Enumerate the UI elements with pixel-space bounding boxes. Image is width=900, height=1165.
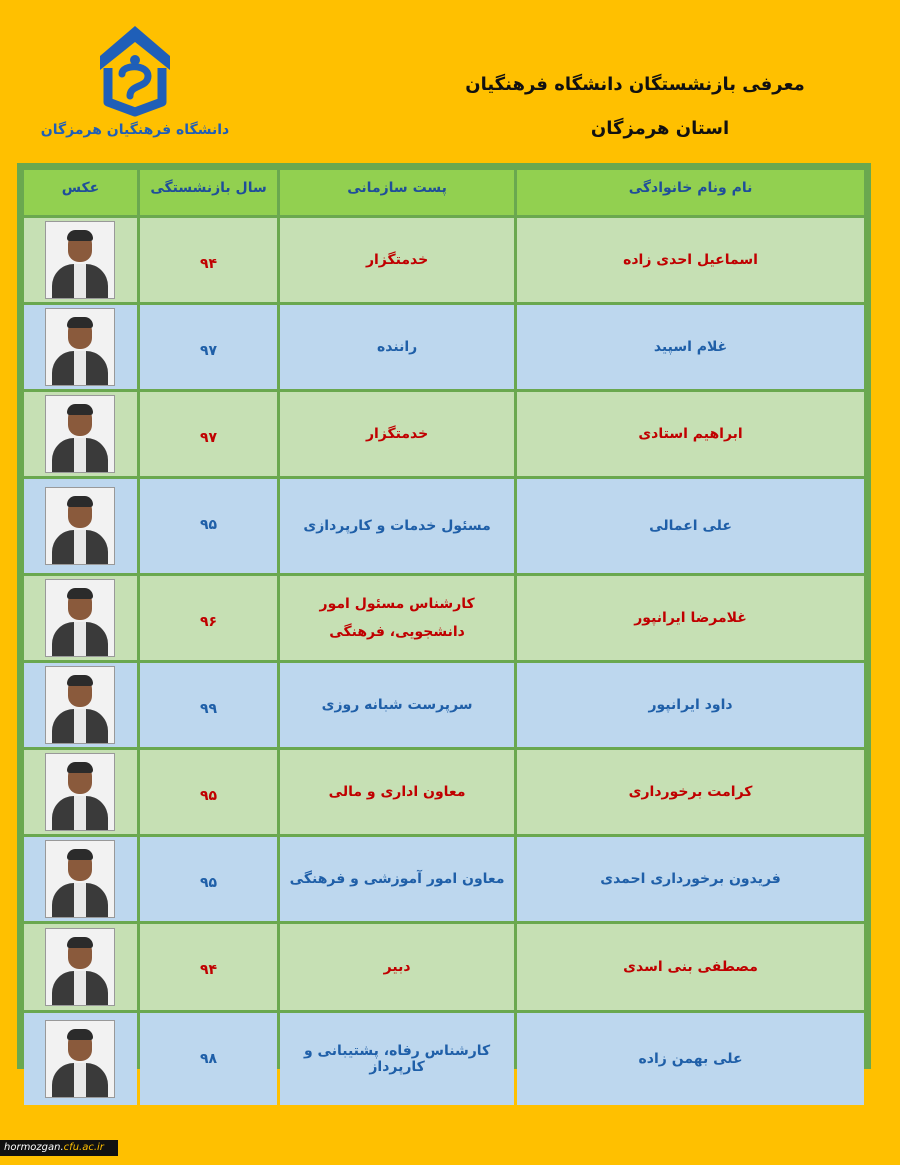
table-row [24, 218, 864, 302]
cell-photo [24, 392, 137, 476]
cell-post: خدمتگزار [280, 218, 514, 302]
cell-post: کارشناس رفاه، پشتیبانی و کارپرداز [280, 1013, 514, 1105]
cell-name: ابراهیم استادی [517, 392, 864, 476]
cell-year: ۹۷ [140, 392, 277, 476]
cell-post: مسئول خدمات و کارپردازی [280, 479, 514, 573]
cell-post: سرپرست شبانه روزی [280, 663, 514, 747]
cell-photo [24, 305, 137, 389]
cell-post: معاون امور آموزشی و فرهنگی [280, 837, 514, 921]
cell-name: اسماعیل احدی زاده [517, 218, 864, 302]
university-logo-icon [90, 18, 180, 118]
portrait-photo [45, 1020, 115, 1098]
column-header-photo: عکس [24, 170, 137, 215]
portrait-photo [45, 579, 115, 657]
table-row [24, 924, 864, 1010]
cell-year: ۹۴ [140, 924, 277, 1010]
retirees-table-frame [17, 163, 871, 1075]
cell-year: ۹۵ [140, 479, 277, 573]
portrait-photo [45, 753, 115, 831]
portrait-photo [45, 395, 115, 473]
cell-name: علی اعمالی [517, 479, 864, 573]
cell-photo [24, 750, 137, 834]
portrait-photo [45, 840, 115, 918]
site-url-suffix: cfu.ac.ir [63, 1142, 104, 1153]
cell-name: کرامت برخورداری [517, 750, 864, 834]
table-row [24, 479, 864, 573]
cell-year: ۹۷ [140, 305, 277, 389]
site-url-prefix: hormozgan. [4, 1142, 64, 1153]
cell-photo [24, 479, 137, 573]
cell-photo [24, 663, 137, 747]
cell-year: ۹۵ [140, 750, 277, 834]
cell-name: علی بهمن زاده [517, 1013, 864, 1105]
column-header-post: پست سازمانی [280, 170, 514, 215]
cell-photo [24, 837, 137, 921]
cell-post: کارشناس مسئول امور دانشجویی، فرهنگی [280, 576, 514, 660]
cell-name: داود ایرانپور [517, 663, 864, 747]
cell-year: ۹۵ [140, 837, 277, 921]
cell-photo [24, 576, 137, 660]
page-subtitle: استان هرمزگان [590, 118, 730, 139]
table-row [24, 663, 864, 747]
cell-name: غلام اسپید [517, 305, 864, 389]
cell-post: معاون اداری و مالی [280, 750, 514, 834]
portrait-photo [45, 308, 115, 386]
retirees-table [21, 167, 867, 1108]
column-header-name: نام ونام خانوادگی [517, 170, 864, 215]
cell-name: غلامرضا ایرانپور [517, 576, 864, 660]
portrait-photo [45, 666, 115, 744]
page-title: معرفی بازنشستگان دانشگاه فرهنگیان [465, 74, 805, 95]
cell-year: ۹۴ [140, 218, 277, 302]
table-header-row [24, 170, 864, 215]
portrait-photo [45, 221, 115, 299]
cell-photo [24, 924, 137, 1010]
cell-name: فریدون برخورداری احمدی [517, 837, 864, 921]
table-row [24, 392, 864, 476]
cell-year: ۹۸ [140, 1013, 277, 1105]
cell-name: مصطفی بنی اسدی [517, 924, 864, 1010]
portrait-photo [45, 928, 115, 1006]
table-row [24, 837, 864, 921]
column-header-year: سال بازنشستگی [140, 170, 277, 215]
portrait-photo [45, 487, 115, 565]
cell-photo [24, 1013, 137, 1105]
table-row [24, 305, 864, 389]
cell-post: راننده [280, 305, 514, 389]
cell-year: ۹۶ [140, 576, 277, 660]
table-row [24, 750, 864, 834]
table-row [24, 576, 864, 660]
cell-year: ۹۹ [140, 663, 277, 747]
cell-photo [24, 218, 137, 302]
logo-text: دانشگاه فرهنگیان هرمزگان [40, 122, 230, 138]
cell-post: دبیر [280, 924, 514, 1010]
site-url-badge[interactable] [0, 1140, 118, 1156]
table-row [24, 1013, 864, 1105]
cell-post: خدمتگزار [280, 392, 514, 476]
